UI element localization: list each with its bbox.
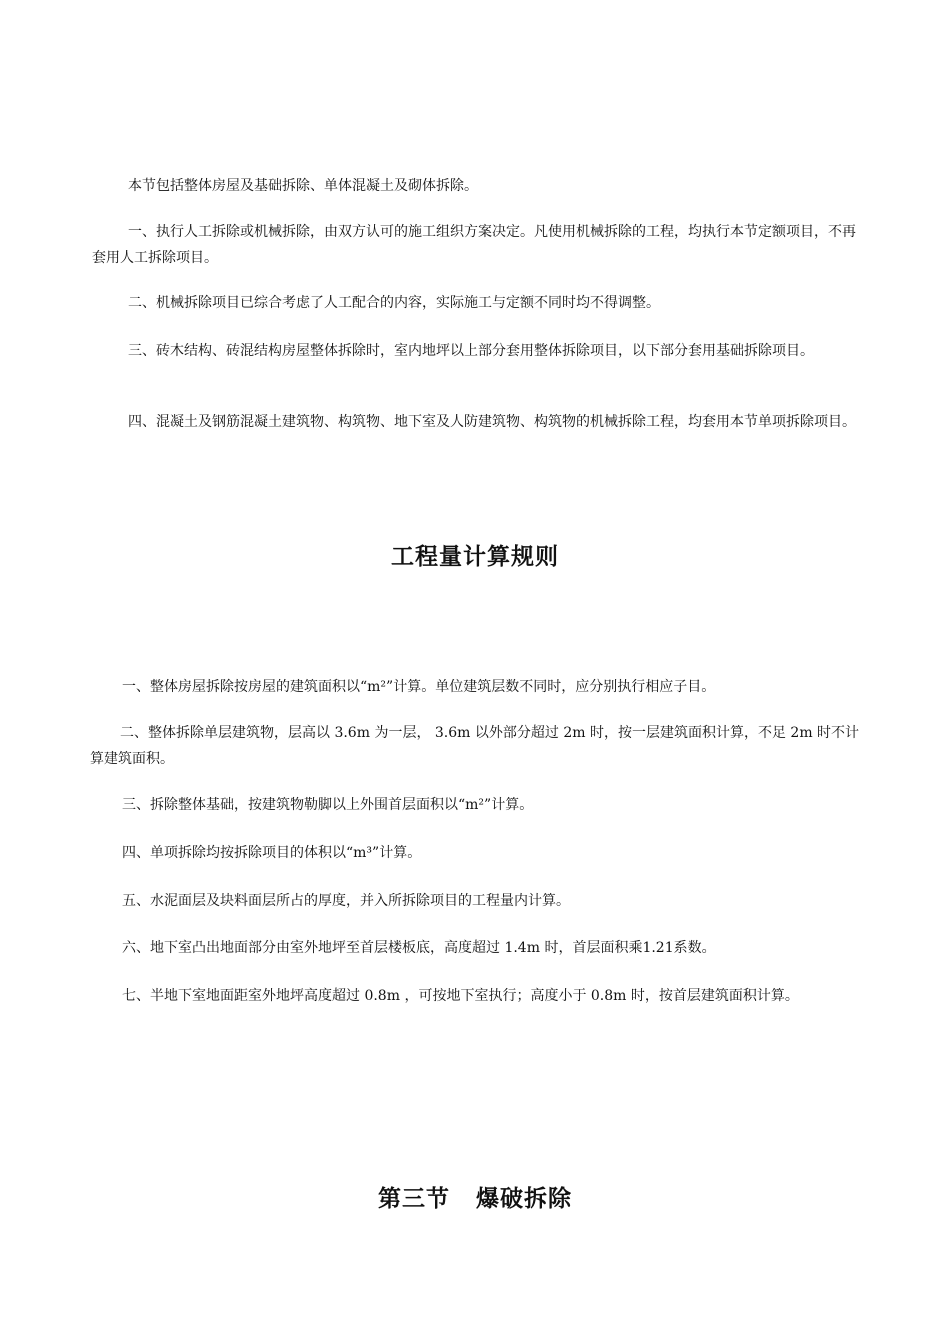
intro-paragraph-1: 一、执行人工拆除或机械拆除，由双方认可的施工组织方案决定。凡使用机械拆除的工程，均执行本节定额项目，不再套用人工拆除项目。 [92,224,856,266]
rule-item-4: 四、单项拆除均按拆除项目的体积以“m³”计算。 [122,845,422,861]
intro-paragraph-scope: 本节包括整体房屋及基础拆除、单体混凝土及砌体拆除。 [128,178,478,194]
section-title: 爆破拆除 [476,1186,572,1212]
rule-item-7: 七、半地下室地面距室外地坪高度超过 0.8m ，可按地下室执行；高度小于 0.8m 时，按首层建筑面积计算。 [122,988,799,1004]
rule-item-1: 一、整体房屋拆除按房屋的建筑面积以“m²”计算。单位建筑层数不同时，应分别执行相应子目。 [122,679,716,695]
rule-item-6: 六、地下室凸出地面部分由室外地坪至首层楼板底，高度超过 1.4m 时，首层面积乘1.21系数。 [122,940,716,956]
rule-item-2: 二、整体拆除单层建筑物，层高以 3.6m 为一层， 3.6m 以外部分超过 2m 时，按一层建筑面积计算，不足 2m 时不计算建筑面积。 [90,725,860,767]
intro-paragraph-2: 二、机械拆除项目已综合考虑了人工配合的内容，实际施工与定额不同时均不得调整。 [128,295,660,311]
rules-heading: 工程量计算规则 [391,544,559,570]
rule-item-5: 五、水泥面层及块料面层所占的厚度，并入所拆除项目的工程量内计算。 [122,893,570,909]
section-heading [0,1180,950,1213]
section-number: 第三节 [378,1186,450,1212]
intro-paragraph-3: 三、砖木结构、砖混结构房屋整体拆除时，室内地坪以上部分套用整体拆除项目，以下部分套用基础拆除项目。 [128,343,814,359]
intro-paragraph-4: 四、混凝土及钢筋混凝土建筑物、构筑物、地下室及人防建筑物、构筑物的机械拆除工程，均套用本节单项拆除项目。 [128,414,856,430]
rule-item-3: 三、拆除整体基础，按建筑物勒脚以上外围首层面积以“m²”计算。 [122,797,534,813]
